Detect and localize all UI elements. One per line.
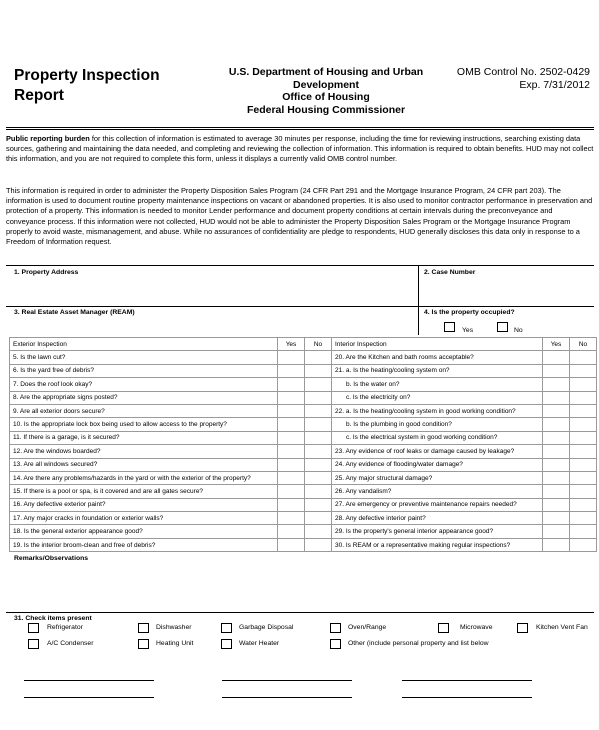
interior-yes-cell[interactable] — [543, 458, 570, 471]
property-address-label: 1. Property Address — [14, 269, 79, 276]
list-line — [24, 697, 154, 698]
interior-no-header: No — [570, 338, 597, 351]
exterior-yes-cell[interactable] — [278, 458, 305, 471]
ream-label: 3. Real Estate Asset Manager (REAM) — [14, 309, 135, 316]
checklist-checkbox[interactable] — [330, 623, 341, 633]
interior-header: Interior Inspection — [332, 338, 543, 351]
interior-no-cell[interactable] — [570, 364, 597, 377]
occupied-no-label: No — [514, 327, 523, 334]
exterior-no-cell[interactable] — [305, 525, 332, 538]
list-line — [222, 680, 352, 681]
exterior-no-cell[interactable] — [305, 378, 332, 391]
interior-question: 20. Are the Kitchen and bath rooms acceptable? — [332, 351, 543, 364]
occupied-yes-checkbox[interactable] — [444, 322, 455, 332]
interior-no-cell[interactable] — [570, 404, 597, 417]
interior-question: 25. Any major structural damage? — [332, 471, 543, 484]
checklist-item-label: Refrigerator — [47, 624, 83, 631]
interior-yes-cell[interactable] — [543, 378, 570, 391]
interior-yes-cell[interactable] — [543, 538, 570, 551]
interior-no-cell[interactable] — [570, 458, 597, 471]
interior-no-cell[interactable] — [570, 391, 597, 404]
interior-yes-cell[interactable] — [543, 418, 570, 431]
interior-yes-cell[interactable] — [543, 364, 570, 377]
omb-control-number: OMB Control No. 2502-0429 — [456, 66, 590, 78]
exterior-question: 16. Any defective exterior paint? — [10, 498, 278, 511]
section-divider — [6, 265, 594, 266]
list-line — [24, 680, 154, 681]
checklist-item-label: A/C Condenser — [47, 640, 94, 647]
interior-yes-cell[interactable] — [543, 512, 570, 525]
exterior-yes-cell[interactable] — [278, 525, 305, 538]
checklist-item-label: Other (include personal property and list below — [348, 640, 489, 647]
exterior-header: Exterior Inspection — [10, 338, 278, 351]
checklist-item-label: Kitchen Vent Fan — [536, 624, 588, 631]
exterior-no-cell[interactable] — [305, 498, 332, 511]
table-row — [10, 391, 597, 404]
exterior-question: 5. Is the lawn cut? — [10, 351, 278, 364]
title-line-2: Report — [14, 87, 64, 104]
interior-question: 22. a. Is the heating/cooling system in good working condition? — [332, 404, 543, 417]
interior-no-cell[interactable] — [570, 485, 597, 498]
interior-question: 27. Are emergency or preventive maintenance repairs needed? — [332, 498, 543, 511]
exterior-no-cell[interactable] — [305, 431, 332, 444]
table-row — [10, 498, 597, 511]
exterior-no-cell[interactable] — [305, 364, 332, 377]
table-row — [10, 378, 597, 391]
remarks-divider — [6, 612, 594, 613]
checklist-checkbox[interactable] — [138, 623, 149, 633]
purpose-statement — [6, 186, 594, 247]
exterior-question: 19. Is the interior broom-clean and free of debris? — [10, 538, 278, 551]
exterior-yes-header: Yes — [278, 338, 305, 351]
interior-no-cell[interactable] — [570, 418, 597, 431]
interior-no-cell[interactable] — [570, 525, 597, 538]
exterior-question: 13. Are all windows secured? — [10, 458, 278, 471]
exterior-question: 18. Is the general exterior appearance good? — [10, 525, 278, 538]
exterior-yes-cell[interactable] — [278, 431, 305, 444]
interior-yes-cell[interactable] — [543, 445, 570, 458]
interior-no-cell[interactable] — [570, 512, 597, 525]
interior-question: b. Is the plumbing in good condition? — [332, 418, 543, 431]
agency-line-2: Development — [293, 78, 359, 91]
interior-yes-cell[interactable] — [543, 391, 570, 404]
burden-statement — [6, 134, 594, 165]
exterior-no-cell[interactable] — [305, 458, 332, 471]
exterior-no-cell[interactable] — [305, 471, 332, 484]
list-line — [402, 680, 532, 681]
agency-line-4: Federal Housing Commissioner — [246, 103, 406, 116]
exterior-no-cell[interactable] — [305, 404, 332, 417]
exterior-no-cell[interactable] — [305, 512, 332, 525]
form-title — [14, 66, 204, 106]
interior-question: c. Is the electricity on? — [332, 391, 543, 404]
interior-question: 26. Any vandalism? — [332, 485, 543, 498]
interior-no-cell[interactable] — [570, 498, 597, 511]
interior-yes-cell[interactable] — [543, 525, 570, 538]
exterior-no-cell[interactable] — [305, 391, 332, 404]
checklist-item-label: Microwave — [460, 624, 493, 631]
checklist-item-label: Garbage Disposal — [239, 624, 294, 631]
interior-question: 28. Any defective interior paint? — [332, 512, 543, 525]
checklist-item-label: Oven/Range — [348, 624, 387, 631]
interior-question: c. Is the electrical system in good working condition? — [332, 431, 543, 444]
checklist-item-label: Heating Unit — [156, 640, 194, 647]
interior-yes-cell[interactable] — [543, 431, 570, 444]
interior-question: 29. Is the property's general interior appearance good? — [332, 525, 543, 538]
header-divider — [6, 127, 594, 128]
exterior-question: 17. Any major cracks in foundation or exterior walls? — [10, 512, 278, 525]
remarks-label: Remarks/Observations — [14, 555, 89, 562]
table-row — [10, 404, 597, 417]
agency-block — [206, 66, 446, 116]
agency-line-1: U.S. Department of Housing and Urban — [228, 66, 424, 78]
exterior-question: 8. Are the appropriate signs posted? — [10, 391, 278, 404]
omb-block — [457, 66, 590, 92]
list-line — [402, 697, 532, 698]
interior-question: 24. Any evidence of flooding/water damage? — [332, 458, 543, 471]
interior-no-cell[interactable] — [570, 351, 597, 364]
agency-line-3: Office of Housing — [282, 91, 370, 103]
field-divider — [418, 265, 419, 335]
interior-no-cell[interactable] — [570, 445, 597, 458]
checklist-checkbox[interactable] — [330, 639, 341, 649]
exterior-yes-cell[interactable] — [278, 351, 305, 364]
interior-question: 30. Is REAM or a representative making regular inspections? — [332, 538, 543, 551]
table-row — [10, 418, 597, 431]
checklist-checkbox[interactable] — [28, 639, 39, 649]
burden-text: for this collection of information is estimated to average 30 minutes per response, including the time for reviewing instructions, searching existing data sources, gathering and maintaining the data needed, and completing and reviewing the collection of information. This information is required to obtain benefits. HUD may not collect this information, and you are not required to complete this form, unless it displays a currently valid OMB control number. — [6, 134, 594, 164]
interior-yes-cell[interactable] — [543, 404, 570, 417]
checklist-heading: 31. Check items present — [14, 615, 92, 622]
checklist-checkbox[interactable] — [221, 623, 232, 633]
checklist-checkbox[interactable] — [221, 639, 232, 649]
field-row-divider — [6, 306, 594, 307]
exterior-question: 12. Are the windows boarded? — [10, 445, 278, 458]
burden-lead: Public reporting burden — [6, 134, 90, 143]
exterior-no-cell[interactable] — [305, 418, 332, 431]
table-row — [10, 351, 597, 364]
omb-expiration: Exp. 7/31/2012 — [519, 79, 590, 91]
exterior-no-cell[interactable] — [305, 485, 332, 498]
table-row — [10, 512, 597, 525]
list-line — [222, 697, 352, 698]
header-divider-2 — [6, 129, 594, 130]
occupied-label: 4. Is the property occupied? — [424, 309, 515, 316]
exterior-no-cell[interactable] — [305, 351, 332, 364]
table-row — [10, 458, 597, 471]
interior-no-cell[interactable] — [570, 471, 597, 484]
interior-no-cell[interactable] — [570, 538, 597, 551]
interior-question: 23. Any evidence of roof leaks or damage caused by leakage? — [332, 445, 543, 458]
exterior-no-cell[interactable] — [305, 538, 332, 551]
checklist-checkbox[interactable] — [138, 639, 149, 649]
interior-no-cell[interactable] — [570, 378, 597, 391]
exterior-yes-cell[interactable] — [278, 512, 305, 525]
exterior-question: 14. Are there any problems/hazards in the yard or with the exterior of the property? — [10, 471, 278, 484]
exterior-yes-cell[interactable] — [278, 538, 305, 551]
exterior-yes-cell[interactable] — [278, 498, 305, 511]
interior-yes-cell[interactable] — [543, 485, 570, 498]
exterior-yes-cell[interactable] — [278, 445, 305, 458]
interior-yes-cell[interactable] — [543, 498, 570, 511]
exterior-question: 15. If there is a pool or spa, is it covered and are all gates secure? — [10, 485, 278, 498]
interior-yes-cell[interactable] — [543, 351, 570, 364]
case-number-label: 2. Case Number — [424, 269, 476, 276]
exterior-question: 6. Is the yard free of debris? — [10, 364, 278, 377]
table-header-row — [10, 338, 597, 351]
exterior-question: 7. Does the roof look okay? — [10, 378, 278, 391]
interior-yes-cell[interactable] — [543, 471, 570, 484]
exterior-yes-cell[interactable] — [278, 364, 305, 377]
exterior-yes-cell[interactable] — [278, 418, 305, 431]
inspection-table — [9, 337, 597, 552]
interior-question: b. Is the water on? — [332, 378, 543, 391]
interior-yes-header: Yes — [543, 338, 570, 351]
table-row — [10, 364, 597, 377]
occupied-yes-label: Yes — [462, 327, 474, 334]
exterior-yes-cell[interactable] — [278, 471, 305, 484]
checklist-item-label: Dishwasher — [156, 624, 192, 631]
exterior-yes-cell[interactable] — [278, 404, 305, 417]
exterior-question: 10. Is the appropriate lock box being used to allow access to the property? — [10, 418, 278, 431]
interior-question: 21. a. Is the heating/cooling system on? — [332, 364, 543, 377]
table-row — [10, 485, 597, 498]
exterior-question: 11. If there is a garage, is it secured? — [10, 431, 278, 444]
table-row — [10, 445, 597, 458]
exterior-question: 9. Are all exterior doors secure? — [10, 404, 278, 417]
exterior-yes-cell[interactable] — [278, 378, 305, 391]
checklist-checkbox[interactable] — [28, 623, 39, 633]
table-row — [10, 525, 597, 538]
purpose-text: This information is required in order to administer the Property Disposition Sales Program (24 CFR Part 291 and the Mortgage Insurance Program, 24 CFR part 203). The information is used to document routine property maintenance inspections on vacant or abandoned properties. It is also used to monitor contractor performance in preservation and protection of a property. This information is needed to monitor Lender performance and document property conditions at certain intervals during the preconveyance and conveyance process. If this information were not collected, HUD would not be able to administer the Property Disposition Sales Program or the Mortgage Insurance Program properly to avoid waste, mismanagement, and abuse. While no assurances of confidentiality are pledge to respondents, HUD generally discloses this data only in response to a Freedom of Information request. — [6, 186, 593, 247]
checklist-item-label: Water Heater — [239, 640, 280, 647]
checklist-checkbox[interactable] — [438, 623, 449, 633]
exterior-yes-cell[interactable] — [278, 485, 305, 498]
exterior-no-cell[interactable] — [305, 445, 332, 458]
occupied-no-checkbox[interactable] — [497, 322, 508, 332]
exterior-yes-cell[interactable] — [278, 391, 305, 404]
table-row — [10, 471, 597, 484]
checklist-checkbox[interactable] — [517, 623, 528, 633]
exterior-no-header: No — [305, 338, 332, 351]
title-line-1: Property Inspection — [14, 67, 160, 84]
table-row — [10, 538, 597, 551]
interior-no-cell[interactable] — [570, 431, 597, 444]
table-row — [10, 431, 597, 444]
